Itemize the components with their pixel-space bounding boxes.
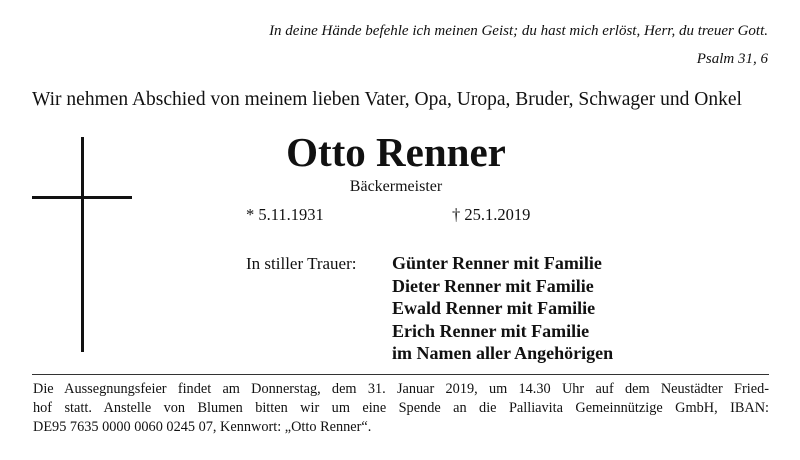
psalm-reference: Psalm 31, 6 [696, 51, 768, 67]
divider [32, 374, 769, 375]
birth-date: * 5.11.1931 [246, 205, 324, 224]
cross-horizontal-bar [32, 196, 132, 199]
mourner-item: Dieter Renner mit Familie [392, 275, 594, 296]
psalm-quote: In deine Hände befehle ich meinen Geist; du hast mich erlöst, Herr, du treuer Gott. [269, 23, 768, 39]
mourners-list [392, 252, 613, 365]
mourning-label: In stiller Trauer: [246, 254, 357, 273]
mourner-item: Günter Renner mit Familie [392, 253, 602, 273]
mourner-item: im Namen aller Angehörigen [392, 343, 614, 364]
mourner-item: Erich Renner mit Familie [392, 320, 590, 341]
funeral-info-line: Die Aussegnungsfeier findet am Donnerstag, dem 31. Januar 2019, um 14.30 Uhr auf dem Neustädter Fried- [33, 381, 769, 397]
cross-vertical-bar [81, 137, 84, 352]
cross-icon [32, 137, 132, 352]
death-date: † 25.1.2019 [452, 205, 531, 224]
mourner-item: Ewald Renner mit Familie [392, 298, 596, 319]
farewell-intro: Wir nehmen Abschied von meinem lieben Vater, Opa, Uropa, Bruder, Schwager und Onkel [32, 89, 742, 110]
funeral-info-line: DE95 7635 0000 0060 0245 07, Kennwort: „Otto Renner“. [33, 419, 372, 435]
funeral-info-line: hof statt. Anstelle von Blumen bitten wir um eine Spende an die Palliavita Gemeinnützige GmbH, IBAN: [33, 400, 769, 416]
funeral-information [33, 380, 769, 437]
deceased-name: Otto Renner [286, 129, 506, 175]
deceased-profession: Bäckermeister [349, 178, 443, 195]
